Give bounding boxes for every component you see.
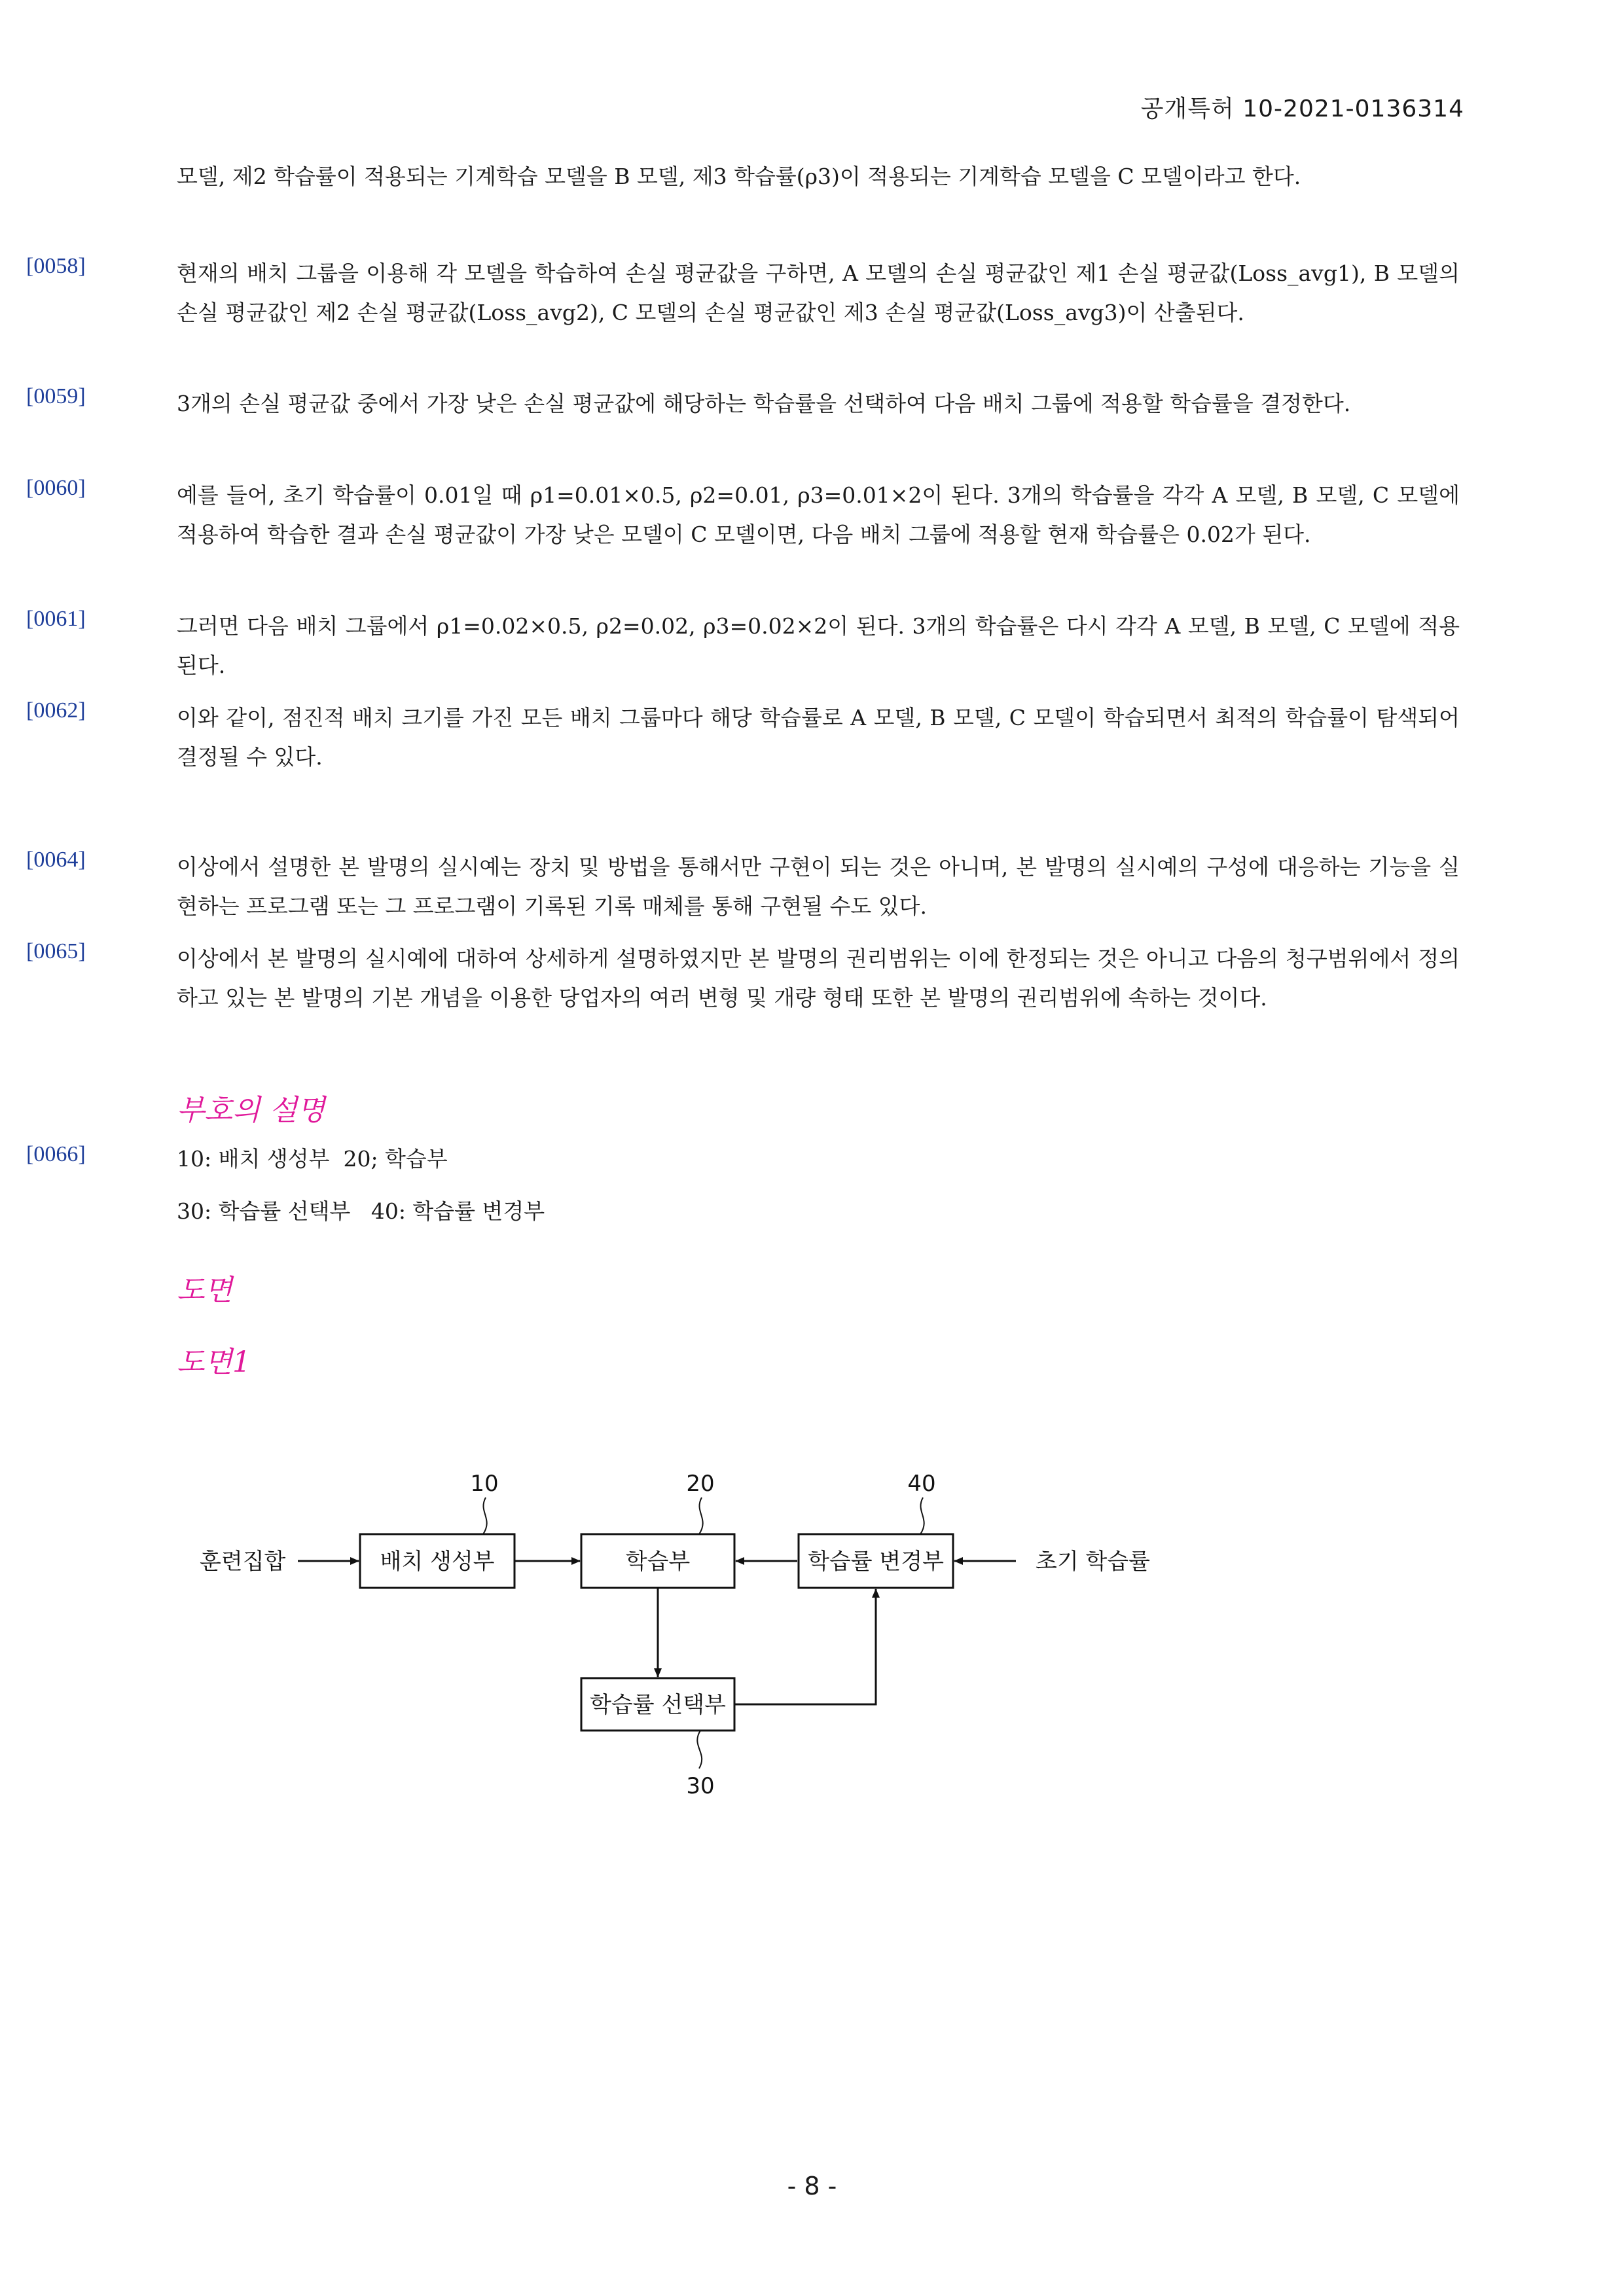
paragraph-text: 예를 들어, 초기 학습률이 0.01일 때 ρ1=0.01×0.5, ρ2=0.01, ρ3=0.01×2이 된다. 3개의 학습률을 각각 A 모델, B 모델, C 모델에 적용하여 학습한 결과 손실 평균값이 가장 낮은 모델이 C 모델이면, 다음 배치 그룹에 적용할 현재 학습률은 0.02가 된다. xyxy=(177,482,1460,547)
leader-30 xyxy=(697,1731,702,1768)
paragraph-text: 모델, 제2 학습률이 적용되는 기계학습 모델을 B 모델, 제3 학습률(ρ3)이 적용되는 기계학습 모델을 C 모델이라고 한다. xyxy=(177,164,1301,189)
reference-heading: 부호의 설명 xyxy=(177,1094,325,1127)
ref-10: 10 xyxy=(470,1471,499,1497)
page-number: - 8 - xyxy=(787,2172,837,2200)
publication-number: 공개특허 10-2021-0136314 xyxy=(1140,96,1464,122)
reference-line-2: 30: 학습률 선택부 40: 학습률 변경부 xyxy=(177,1198,545,1224)
block-diagram xyxy=(0,1440,1624,1833)
leader-40 xyxy=(920,1498,924,1534)
lr-change-label: 학습률 변경부 xyxy=(808,1549,944,1575)
paragraph-number: [0066] xyxy=(26,1142,86,1166)
ref-40: 40 xyxy=(907,1471,936,1497)
figure-heading: 도면1 xyxy=(177,1346,251,1379)
paragraph-text: 이와 같이, 점진적 배치 크기를 가진 모든 배치 그룹마다 해당 학습률로 A 모델, B 모델, C 모델이 학습되면서 최적의 학습률이 탐색되어 결정될 수 있다. xyxy=(177,705,1460,770)
paragraph-number: [0064] xyxy=(26,848,86,872)
paragraph-number: [0058] xyxy=(26,254,86,278)
initial-lr-label: 초기 학습률 xyxy=(1036,1549,1151,1575)
paragraph-number: [0061] xyxy=(26,607,86,631)
batch-generator-label: 배치 생성부 xyxy=(380,1549,495,1575)
drawings-heading: 도면 xyxy=(177,1274,233,1307)
reference-line-1: 10: 배치 생성부 20; 학습부 xyxy=(177,1146,448,1172)
lr-select-label: 학습률 선택부 xyxy=(590,1692,726,1718)
ref-20: 20 xyxy=(686,1471,715,1497)
paragraph-number: [0059] xyxy=(26,384,86,408)
paragraph-number: [0062] xyxy=(26,698,86,723)
arrow-select-to-change xyxy=(734,1589,876,1704)
learning-label: 학습부 xyxy=(625,1549,691,1575)
ref-30: 30 xyxy=(686,1773,715,1799)
paragraph-text: 그러면 다음 배치 그룹에서 ρ1=0.02×0.5, ρ2=0.02, ρ3=0.02×2이 된다. 3개의 학습률은 다시 각각 A 모델, B 모델, C 모델에 적용된다. xyxy=(177,613,1460,678)
leader-10 xyxy=(483,1498,487,1534)
paragraph-text: 이상에서 설명한 본 발명의 실시예는 장치 및 방법을 통해서만 구현이 되는 것은 아니며, 본 발명의 실시예의 구성에 대응하는 기능을 실현하는 프로그램 또는 그 프로그램이 기록된 기록 매체를 통해 구현될 수도 있다. xyxy=(177,854,1460,919)
paragraph-number: [0065] xyxy=(26,939,86,963)
paragraph-number: [0060] xyxy=(26,476,86,500)
leader-20 xyxy=(699,1498,703,1534)
paragraph-text: 현재의 배치 그룹을 이용해 각 모델을 학습하여 손실 평균값을 구하면, A 모델의 손실 평균값인 제1 손실 평균값(Loss_avg1), B 모델의 손실 평균값인 제2 손실 평균값(Loss_avg2), C 모델의 손실 평균값인 제3 손실 평균값(Loss_avg3)이 산출된다. xyxy=(177,260,1460,325)
training-set-label: 훈련집합 xyxy=(200,1549,286,1575)
paragraph-text: 3개의 손실 평균값 중에서 가장 낮은 손실 평균값에 해당하는 학습률을 선택하여 다음 배치 그룹에 적용할 학습률을 결정한다. xyxy=(177,391,1351,416)
paragraph-text: 이상에서 본 발명의 실시예에 대하여 상세하게 설명하였지만 본 발명의 권리범위는 이에 한정되는 것은 아니고 다음의 청구범위에서 정의하고 있는 본 발명의 기본 개념을 이용한 당업자의 여러 변형 및 개량 형태 또한 본 발명의 권리범위에 속하는 것이다. xyxy=(177,946,1460,1011)
